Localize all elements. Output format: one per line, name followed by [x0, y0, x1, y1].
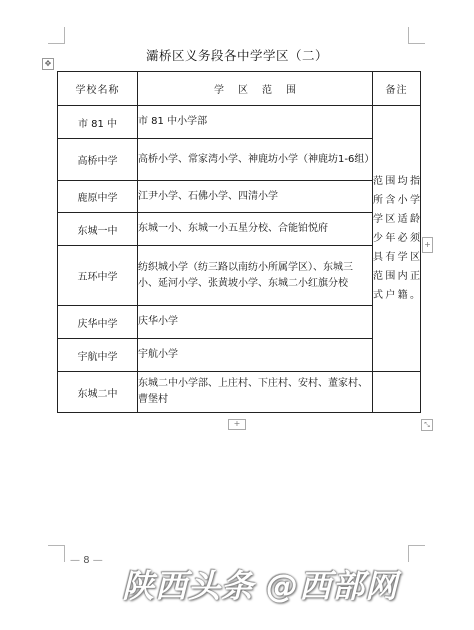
- district-range: 庆华小学: [138, 306, 373, 339]
- table-row: [58, 339, 421, 372]
- school-name: 庆华中学: [58, 306, 138, 339]
- crop-mark-top-right: [408, 27, 425, 44]
- school-name: 五环中学: [58, 246, 138, 306]
- table-row: [58, 246, 421, 306]
- table-resize-icon[interactable]: ⤡: [421, 419, 433, 431]
- table-row: [58, 106, 421, 139]
- district-range: 市 81 中小学部: [138, 106, 373, 139]
- page-number-value: 8: [83, 555, 90, 566]
- header-range: 学区范围: [138, 72, 373, 106]
- district-range: 东城一小、东城一小五星分校、合能铂悦府: [138, 213, 373, 246]
- watermark: 陕西头条 @西部网: [122, 567, 399, 605]
- district-range: 东城二中小学部、上庄村、下庄村、安村、董家村、曹堡村: [138, 372, 373, 413]
- table-header-row: [58, 72, 421, 106]
- header-school: 学校名称: [58, 72, 138, 106]
- add-column-plus-icon[interactable]: +: [422, 237, 433, 253]
- page-number: — 8 —: [70, 555, 103, 566]
- table-row: [58, 181, 421, 213]
- note-cell: [373, 106, 421, 372]
- school-name: 市 81 中: [58, 106, 138, 139]
- crop-mark-bottom-left: [48, 545, 65, 562]
- school-name: 高桥中学: [58, 139, 138, 181]
- school-name: 宇航中学: [58, 339, 138, 372]
- document-title: 灞桥区义务段各中学学区（二）: [145, 48, 328, 63]
- note-text: 范围均指所含小学学区适龄少年必须具有学区范围内正式户籍。: [373, 176, 420, 301]
- school-district-table: [57, 71, 421, 413]
- school-name: 鹿原中学: [58, 181, 138, 213]
- school-name: 东城一中: [58, 213, 138, 246]
- crop-mark-top-left: [48, 27, 65, 44]
- header-note: 备注: [373, 72, 421, 106]
- district-range: 高桥小学、常家湾小学、神鹿坊小学（神鹿坊1-6组）: [138, 139, 373, 181]
- district-range: 宇航小学: [138, 339, 373, 372]
- school-name: 东城二中: [58, 372, 138, 413]
- table-row: [58, 372, 421, 413]
- table-row: [58, 139, 421, 181]
- table-row: [58, 306, 421, 339]
- district-range: 纺织城小学（纺三路以南纺小所属学区）、东城三小、延河小学、张黄坡小学、东城二小红旗分校: [138, 246, 373, 306]
- add-row-plus-icon[interactable]: +: [228, 419, 246, 430]
- table-move-icon[interactable]: ✥: [42, 58, 54, 70]
- table-row: [58, 213, 421, 246]
- crop-mark-bottom-right: [408, 545, 425, 562]
- note-cell-empty: [373, 372, 421, 413]
- district-range: 江尹小学、石佛小学、四清小学: [138, 181, 373, 213]
